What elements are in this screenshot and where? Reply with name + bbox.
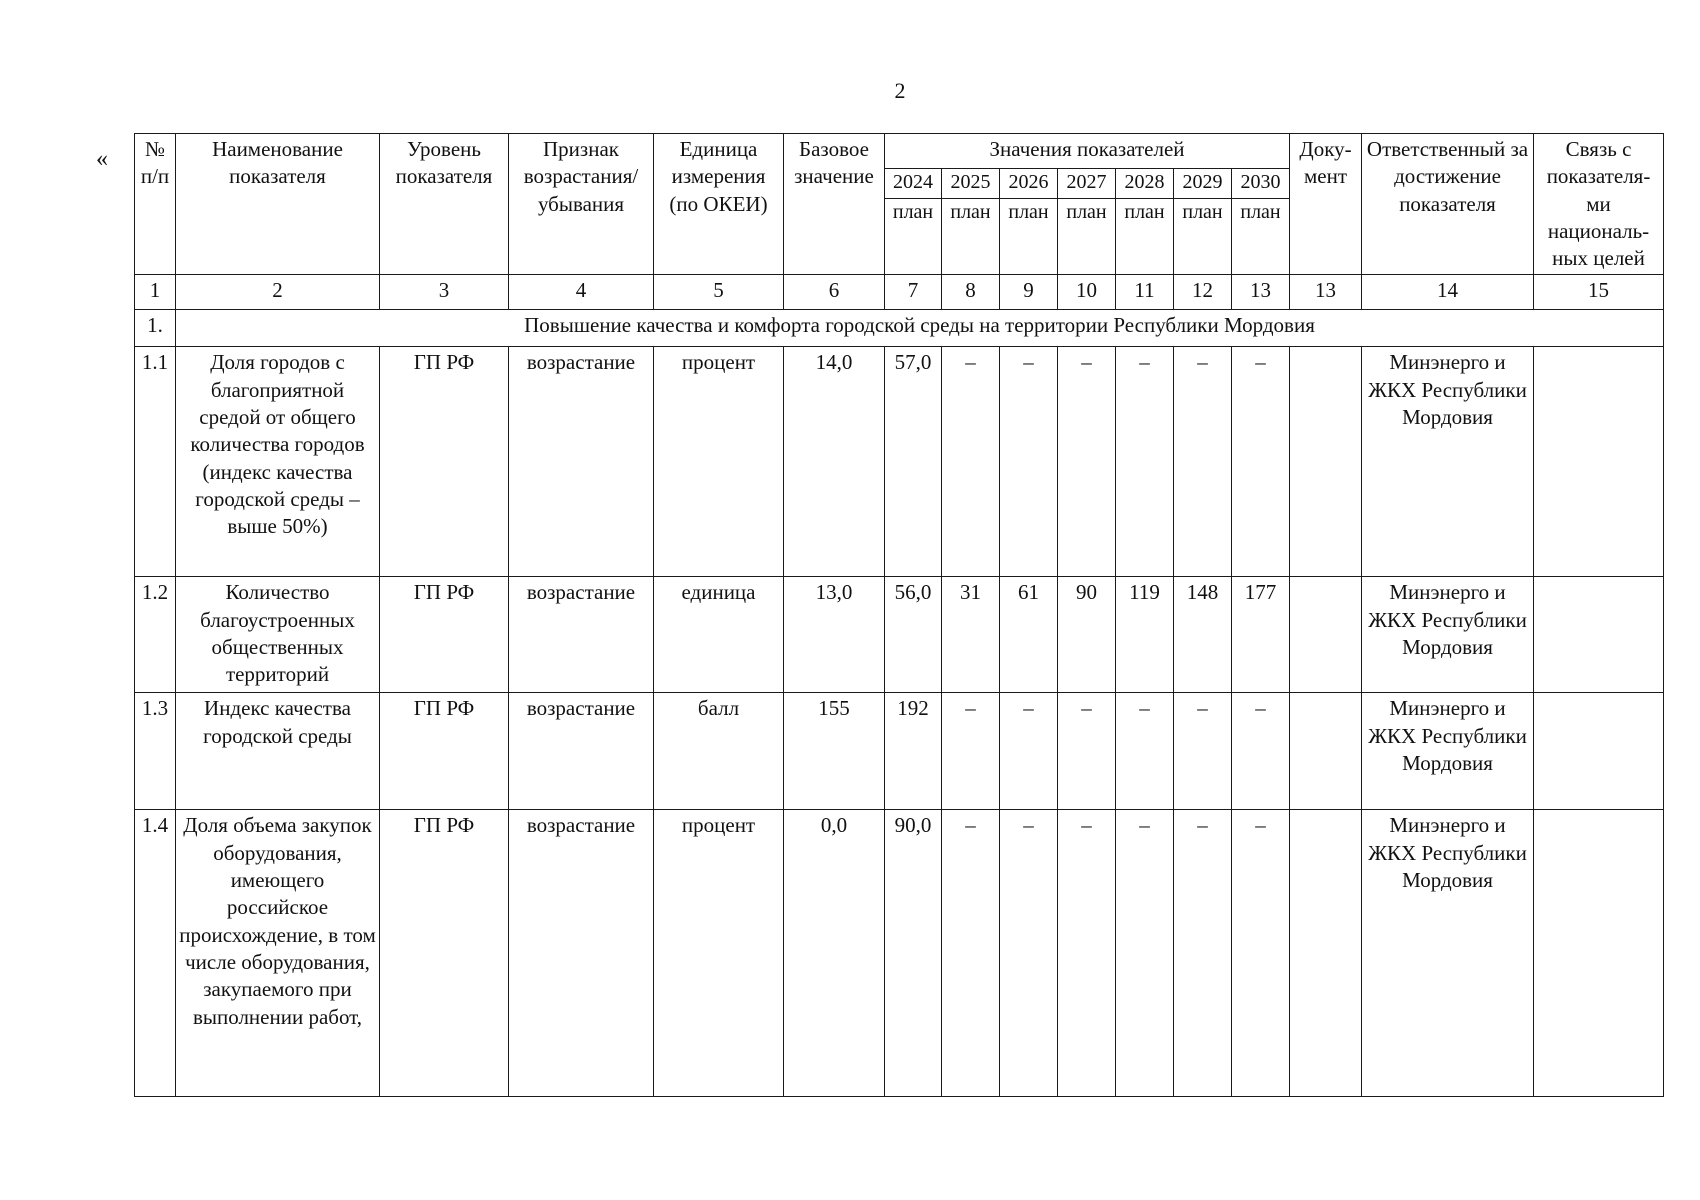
value-2024: 192 xyxy=(885,693,942,810)
value-2029: – xyxy=(1174,810,1232,1097)
section-row xyxy=(135,310,1664,347)
value-2024: 56,0 xyxy=(885,577,942,693)
column-number: 10 xyxy=(1058,275,1116,310)
column-number: 4 xyxy=(509,275,654,310)
indicator-base-value: 14,0 xyxy=(784,347,885,577)
indicator-responsible: Минэнерго и ЖКХ Республики Мордовия xyxy=(1362,577,1534,693)
header-year-2025: 2025 xyxy=(942,168,1000,199)
value-2028: – xyxy=(1116,693,1174,810)
header-year-2029: 2029 xyxy=(1174,168,1232,199)
column-number: 13 xyxy=(1232,275,1290,310)
header-plan: план xyxy=(1000,199,1058,275)
header-trend: Признак возрастания/ убывания xyxy=(509,134,654,275)
indicator-level: ГП РФ xyxy=(380,577,509,693)
value-2024: 90,0 xyxy=(885,810,942,1097)
header-link: Связь с показателя- ми националь- ных целей xyxy=(1534,134,1664,275)
indicator-link xyxy=(1534,810,1664,1097)
column-number: 5 xyxy=(654,275,784,310)
table-row xyxy=(135,347,1664,577)
table-row xyxy=(135,577,1664,693)
column-number: 8 xyxy=(942,275,1000,310)
indicator-document xyxy=(1290,693,1362,810)
header-doc: Доку- мент xyxy=(1290,134,1362,275)
indicator-responsible: Минэнерго и ЖКХ Республики Мордовия xyxy=(1362,693,1534,810)
header-values-group: Значения показателей xyxy=(885,134,1290,169)
header-plan: план xyxy=(1058,199,1116,275)
column-number: 2 xyxy=(176,275,380,310)
indicator-link xyxy=(1534,347,1664,577)
section-title: Повышение качества и комфорта городской среды на территории Республики Мордовия xyxy=(176,310,1664,347)
value-2027: – xyxy=(1058,810,1116,1097)
value-2024: 57,0 xyxy=(885,347,942,577)
indicator-name: Доля объема закупок оборудования, имеющего российское происхождение, в том числе оборудования, закупаемого при выполнении работ, xyxy=(176,810,380,1097)
header-row-1 xyxy=(135,134,1664,169)
value-2025: – xyxy=(942,693,1000,810)
indicator-name: Индекс качества городской среды xyxy=(176,693,380,810)
indicator-name: Количество благоустроенных общественных территорий xyxy=(176,577,380,693)
value-2030: 177 xyxy=(1232,577,1290,693)
indicator-trend: возрастание xyxy=(509,693,654,810)
column-number: 11 xyxy=(1116,275,1174,310)
row-number: 1.1 xyxy=(135,347,176,577)
indicator-base-value: 0,0 xyxy=(784,810,885,1097)
row-number: 1.4 xyxy=(135,810,176,1097)
opening-quote-mark: « xyxy=(96,146,108,172)
indicator-unit: балл xyxy=(654,693,784,810)
column-number: 14 xyxy=(1362,275,1534,310)
value-2027: – xyxy=(1058,693,1116,810)
indicator-base-value: 155 xyxy=(784,693,885,810)
value-2027: – xyxy=(1058,347,1116,577)
column-number: 1 xyxy=(135,275,176,310)
table-row xyxy=(135,810,1664,1097)
indicator-trend: возрастание xyxy=(509,810,654,1097)
column-number: 6 xyxy=(784,275,885,310)
header-year-2030: 2030 xyxy=(1232,168,1290,199)
header-plan: план xyxy=(1174,199,1232,275)
column-number: 3 xyxy=(380,275,509,310)
value-2025: – xyxy=(942,347,1000,577)
header-plan: план xyxy=(942,199,1000,275)
value-2025: – xyxy=(942,810,1000,1097)
indicator-unit: единица xyxy=(654,577,784,693)
indicator-document xyxy=(1290,577,1362,693)
header-num: № п/п xyxy=(135,134,176,275)
value-2029: – xyxy=(1174,693,1232,810)
page-number: 2 xyxy=(894,78,906,103)
value-2026: 61 xyxy=(1000,577,1058,693)
value-2028: – xyxy=(1116,347,1174,577)
indicator-name: Доля городов с благоприятной средой от общего количества городов (индекс качества городской среды – выше 50%) xyxy=(176,347,380,577)
value-2028: – xyxy=(1116,810,1174,1097)
header-unit: Единица измерения (по ОКЕИ) xyxy=(654,134,784,275)
value-2030: – xyxy=(1232,693,1290,810)
column-number: 15 xyxy=(1534,275,1664,310)
header-year-2028: 2028 xyxy=(1116,168,1174,199)
indicator-responsible: Минэнерго и ЖКХ Республики Мордовия xyxy=(1362,810,1534,1097)
value-2030: – xyxy=(1232,810,1290,1097)
header-year-2027: 2027 xyxy=(1058,168,1116,199)
indicator-level: ГП РФ xyxy=(380,693,509,810)
indicators-table xyxy=(134,133,1664,1097)
indicator-document xyxy=(1290,810,1362,1097)
column-number: 12 xyxy=(1174,275,1232,310)
value-2030: – xyxy=(1232,347,1290,577)
value-2026: – xyxy=(1000,810,1058,1097)
table-row xyxy=(135,693,1664,810)
indicator-base-value: 13,0 xyxy=(784,577,885,693)
indicator-link xyxy=(1534,577,1664,693)
header-year-2026: 2026 xyxy=(1000,168,1058,199)
column-number: 9 xyxy=(1000,275,1058,310)
value-2029: – xyxy=(1174,347,1232,577)
header-level: Уровень показателя xyxy=(380,134,509,275)
value-2025: 31 xyxy=(942,577,1000,693)
indicator-unit: процент xyxy=(654,810,784,1097)
indicator-level: ГП РФ xyxy=(380,347,509,577)
value-2026: – xyxy=(1000,347,1058,577)
header-plan: план xyxy=(1116,199,1174,275)
column-number: 7 xyxy=(885,275,942,310)
row-number: 1.3 xyxy=(135,693,176,810)
indicator-responsible: Минэнерго и ЖКХ Республики Мордовия xyxy=(1362,347,1534,577)
header-name: Наименование показателя xyxy=(176,134,380,275)
header-responsible: Ответственный за достижение показателя xyxy=(1362,134,1534,275)
column-numbers-row xyxy=(135,275,1664,310)
column-number: 13 xyxy=(1290,275,1362,310)
row-number: 1.2 xyxy=(135,577,176,693)
indicator-link xyxy=(1534,693,1664,810)
indicator-trend: возрастание xyxy=(509,577,654,693)
header-plan: план xyxy=(885,199,942,275)
header-plan: план xyxy=(1232,199,1290,275)
indicator-document xyxy=(1290,347,1362,577)
indicator-unit: процент xyxy=(654,347,784,577)
value-2028: 119 xyxy=(1116,577,1174,693)
indicator-trend: возрастание xyxy=(509,347,654,577)
section-number: 1. xyxy=(135,310,176,347)
header-base: Базовое значение xyxy=(784,134,885,275)
value-2026: – xyxy=(1000,693,1058,810)
value-2029: 148 xyxy=(1174,577,1232,693)
header-year-2024: 2024 xyxy=(885,168,942,199)
indicator-level: ГП РФ xyxy=(380,810,509,1097)
value-2027: 90 xyxy=(1058,577,1116,693)
